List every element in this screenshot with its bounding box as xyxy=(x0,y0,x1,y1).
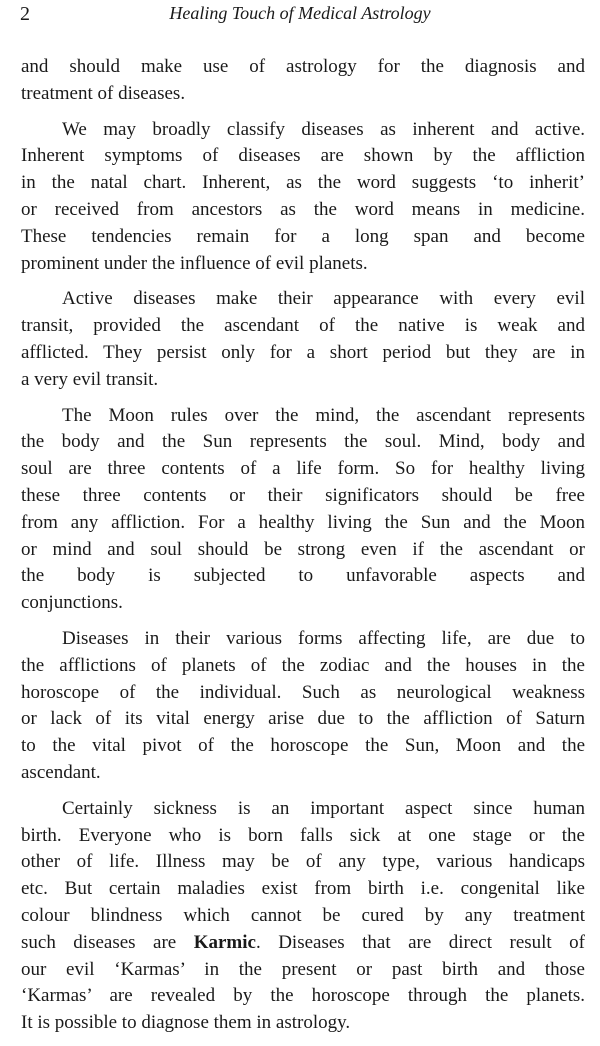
text-line: treatment of diseases. xyxy=(21,82,186,104)
text-line: in the natal chart. Inherent, as the word suggests ‘to inherit’ xyxy=(21,172,585,194)
text-line: horoscope of the individual. Such as neurological weakness xyxy=(21,681,585,703)
text-line: from any affliction. For a healthy living the Sun and the Moon xyxy=(21,511,585,533)
text-line: ‘Karmas’ are revealed by the horoscope through the planets. xyxy=(21,985,585,1007)
text-line: prominent under the influence of evil planets. xyxy=(21,252,368,274)
text-line: ascendant. xyxy=(21,761,101,783)
text-line: birth. Everyone who is born falls sick at one stage or the xyxy=(21,824,585,846)
text-segment: . Diseases that are direct result of xyxy=(255,931,585,953)
paragraph xyxy=(21,286,585,393)
text-line: the body and the Sun represents the soul. Mind, body and xyxy=(21,431,585,453)
text-line: The Moon rules over the mind, the ascendant represents xyxy=(62,404,585,426)
paragraph xyxy=(21,796,585,1037)
running-header xyxy=(0,0,600,30)
running-title: Healing Touch of Medical Astrology xyxy=(169,3,431,23)
text-line: Inherent symptoms of diseases are shown by the affliction xyxy=(21,145,585,167)
paragraph xyxy=(21,54,585,108)
text-line: We may broadly classify diseases as inherent and active. xyxy=(62,118,585,140)
bold-term: Karmic xyxy=(193,931,256,953)
text-line: or lack of its vital energy arise due to the affliction of Saturn xyxy=(21,708,585,730)
text-line: or received from ancestors as the word means in medicine. xyxy=(21,198,585,220)
text-line: colour blindness which cannot be cured by any treatment xyxy=(21,904,585,926)
paragraph xyxy=(21,626,585,787)
text-line: the afflictions of planets of the zodiac and the houses in the xyxy=(21,654,585,676)
paragraph xyxy=(21,117,585,278)
body-text xyxy=(21,54,585,1046)
text-line: or mind and soul should be strong even if the ascendant or xyxy=(21,538,585,560)
paragraph xyxy=(21,403,585,617)
text-line: transit, provided the ascendant of the native is weak and xyxy=(21,315,585,337)
text-line: these three contents or their significators should be free xyxy=(21,484,585,506)
text-line: These tendencies remain for a long span and become xyxy=(21,225,585,247)
text-line: Certainly sickness is an important aspect since human xyxy=(62,797,585,819)
text-line: Active diseases make their appearance with every evil xyxy=(62,288,585,310)
text-segment: such diseases are xyxy=(21,931,194,953)
text-line: a very evil transit. xyxy=(21,368,159,390)
text-line: the body is subjected to unfavorable aspects and xyxy=(21,565,585,587)
text-line: afflicted. They persist only for a short period but they are in xyxy=(21,341,585,363)
text-line: It is possible to diagnose them in astrology. xyxy=(21,1012,351,1034)
text-line: and should make use of astrology for the diagnosis and xyxy=(21,56,585,77)
page-number: 2 xyxy=(20,3,30,25)
text-line: Diseases in their various forms affecting life, are due to xyxy=(62,627,585,649)
text-line: soul are three contents of a life form. So for healthy living xyxy=(21,458,585,480)
text-line: our evil ‘Karmas’ in the present or past birth and those xyxy=(21,958,585,980)
text-line: other of life. Illness may be of any type, various handicaps xyxy=(21,851,585,873)
text-line xyxy=(21,930,585,957)
text-line: etc. But certain maladies exist from birth i.e. congenital like xyxy=(21,878,585,900)
text-line: conjunctions. xyxy=(21,592,123,614)
text-line: to the vital pivot of the horoscope the Sun, Moon and the xyxy=(21,735,585,757)
